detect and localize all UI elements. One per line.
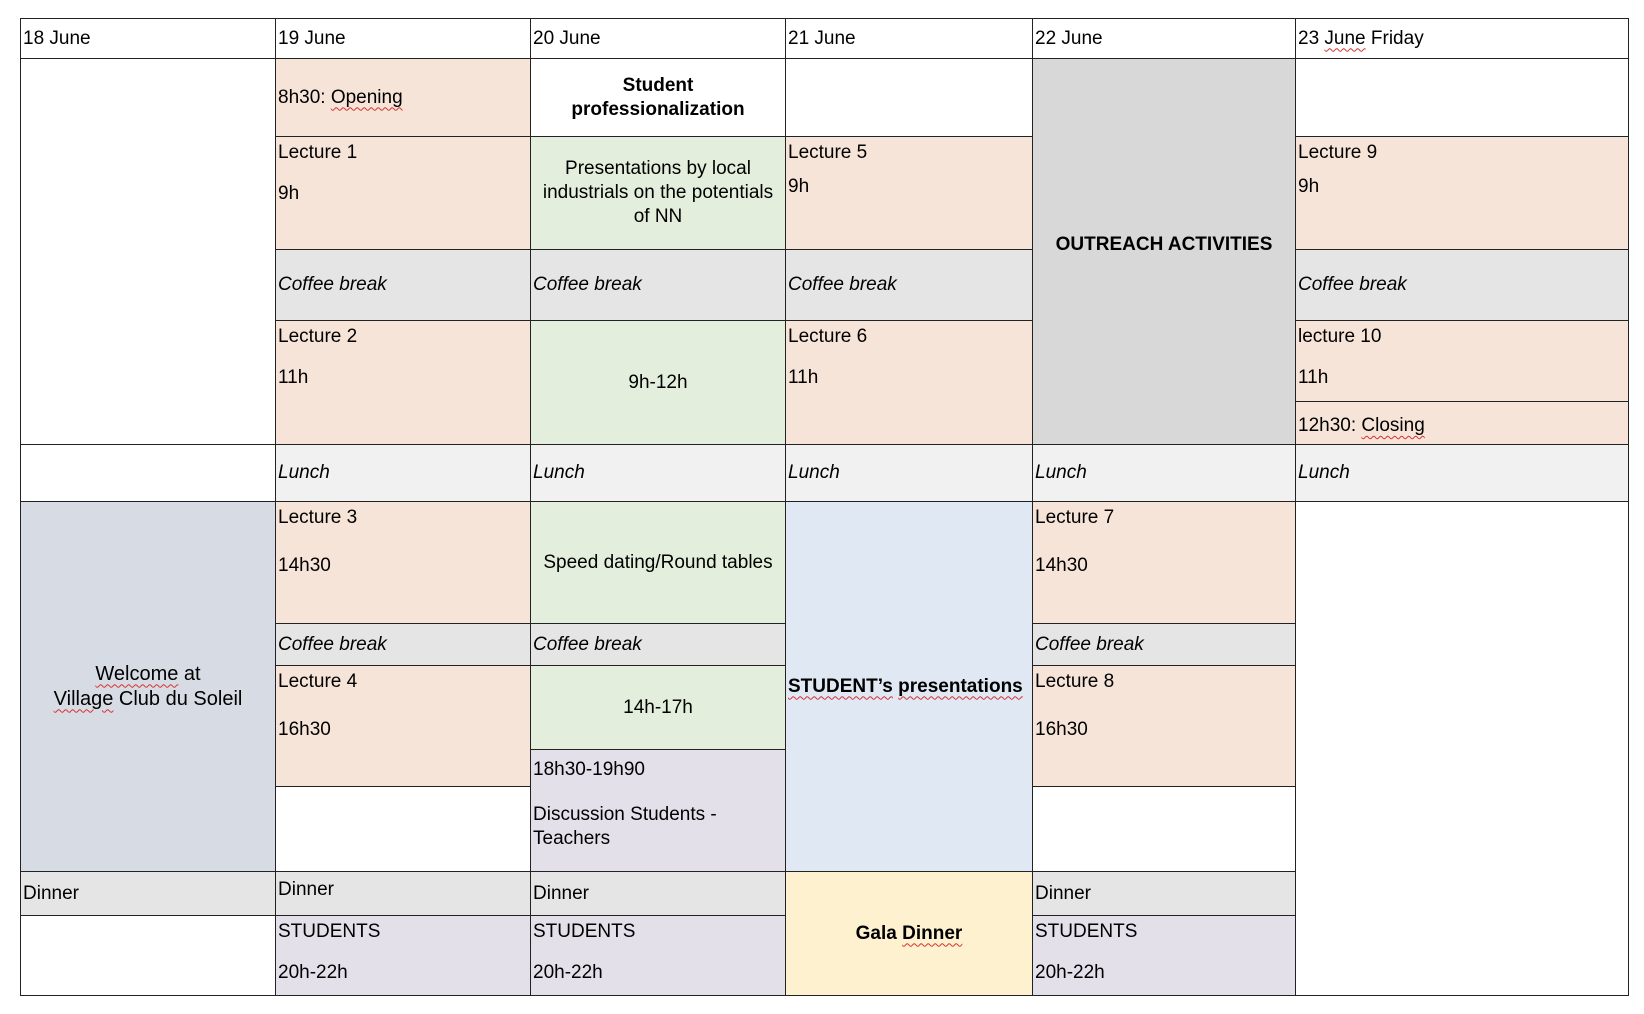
header-18-june (20, 18, 276, 59)
welcome-village: Village (53, 687, 114, 710)
dinner-label: Dinner (1035, 882, 1091, 904)
lunch-23 (1295, 444, 1629, 502)
gala-label (856, 922, 963, 946)
lecture-9 (1295, 136, 1629, 250)
empty-slot (1295, 501, 1629, 996)
empty-slot (20, 444, 276, 502)
students-label: STUDENTS (1035, 921, 1138, 942)
coffee-label: Coffee break (1298, 274, 1407, 296)
lecture-time: 16h30 (1035, 718, 1088, 740)
coffee-label: Coffee break (533, 633, 642, 655)
lecture-10 (1295, 320, 1629, 402)
lecture-time: 11h (278, 366, 309, 388)
lunch-label: Lunch (533, 462, 585, 484)
header-19-june (275, 18, 531, 59)
welcome-cell (20, 501, 276, 872)
closing-time: 12h30: (1298, 415, 1362, 437)
morning-session-20 (530, 320, 786, 445)
industrial-presentations (530, 136, 786, 250)
presentations-word: STUDENT’s (788, 675, 893, 697)
lecture-4 (275, 665, 531, 787)
lecture-time: 11h (788, 366, 819, 388)
lecture-time: 9h (788, 175, 810, 197)
header-21-june (785, 18, 1033, 59)
dinner-22 (1032, 871, 1296, 916)
opening-19 (275, 58, 531, 137)
header-label: 20 June (533, 27, 601, 49)
lecture-time: 9h (278, 182, 300, 204)
students-22 (1032, 915, 1296, 996)
coffee-label: Coffee break (1035, 633, 1144, 655)
lecture-5 (785, 136, 1033, 250)
coffee-break-23 (1295, 249, 1629, 321)
empty-slot (275, 786, 531, 872)
lunch-label: Lunch (1035, 462, 1087, 484)
speed-dating (530, 501, 786, 624)
welcome-rest: Club du Soleil (113, 687, 243, 710)
lecture-6 (785, 320, 1033, 445)
lecture-time: 9h (1298, 175, 1320, 197)
lunch-label: Lunch (1298, 462, 1350, 484)
presentations-rest: presentations (898, 675, 1023, 697)
empty-slot (1295, 58, 1629, 137)
empty-slot (20, 58, 276, 445)
welcome-text (54, 662, 243, 712)
speed-dating-text: Speed dating/Round tables (543, 551, 773, 573)
dinner-label: Dinner (23, 882, 79, 904)
outreach-label: OUTREACH ACTIVITIES (1055, 233, 1273, 255)
header-weekday: Friday (1370, 27, 1424, 49)
session-time: 9h-12h (628, 371, 688, 393)
header-label: 19 June (278, 27, 346, 49)
lecture-title: lecture 10 (1298, 326, 1382, 347)
presentations-label (788, 675, 1023, 699)
lecture-title: Lecture 2 (278, 326, 358, 347)
header-20-june (530, 18, 786, 59)
student-presentations (785, 501, 1033, 872)
discussion-text: Discussion Students - Teachers (533, 803, 717, 849)
lecture-title: Lecture 8 (1035, 671, 1115, 692)
gala-rest: Dinner (902, 922, 963, 944)
welcome-at: at (178, 662, 201, 685)
lunch-20 (530, 444, 786, 502)
welcome-word: Welcome (95, 662, 179, 685)
students-time: 20h-22h (1035, 961, 1105, 983)
coffee-break-21 (785, 249, 1033, 321)
closing-23 (1295, 401, 1629, 445)
dinner-label: Dinner (278, 879, 334, 900)
coffee-break-20-pm (530, 623, 786, 666)
lecture-time: 16h30 (278, 718, 331, 740)
header-day-number: 23 (1298, 27, 1320, 49)
coffee-break-19-pm (275, 623, 531, 666)
header-label: 18 June (23, 27, 91, 49)
lecture-8 (1032, 665, 1296, 787)
students-19 (275, 915, 531, 996)
dinner-label: Dinner (533, 882, 589, 904)
gala-dinner (785, 871, 1033, 996)
students-label: STUDENTS (278, 921, 381, 942)
lunch-21 (785, 444, 1033, 502)
lecture-title: Lecture 3 (278, 507, 358, 528)
coffee-break-19-am (275, 249, 531, 321)
header-22-june (1032, 18, 1296, 59)
header-month: June (1324, 27, 1366, 49)
empty-slot (1032, 786, 1296, 872)
students-label: STUDENTS (533, 921, 636, 942)
opening-word: Opening (330, 86, 403, 108)
lecture-title: Lecture 6 (788, 326, 868, 347)
students-time: 20h-22h (533, 961, 603, 983)
lecture-title: Lecture 1 (278, 142, 358, 163)
dinner-18 (20, 871, 276, 916)
prof-title: Student professionalization (571, 74, 745, 120)
presentations-text: Presentations by local industrials on the potentials of NN (542, 158, 774, 227)
coffee-label: Coffee break (278, 274, 387, 296)
lecture-1 (275, 136, 531, 250)
lunch-label: Lunch (278, 462, 330, 484)
coffee-break-22 (1032, 623, 1296, 666)
header-23-june (1295, 18, 1629, 59)
outreach-activities (1032, 58, 1296, 445)
coffee-label: Coffee break (533, 274, 642, 296)
schedule-table (20, 18, 1629, 996)
lecture-title: Lecture 9 (1298, 142, 1378, 163)
students-20 (530, 915, 786, 996)
header-label: 21 June (788, 27, 856, 49)
coffee-label: Coffee break (788, 274, 897, 296)
dinner-20 (530, 871, 786, 916)
empty-slot (20, 915, 276, 996)
discussion-time: 18h30-19h90 (533, 759, 645, 780)
lunch-22 (1032, 444, 1296, 502)
lunch-19 (275, 444, 531, 502)
header-label: 22 June (1035, 27, 1103, 49)
empty-slot (785, 58, 1033, 137)
lecture-7 (1032, 501, 1296, 624)
lecture-3 (275, 501, 531, 624)
lecture-time: 14h30 (278, 554, 331, 576)
lecture-2 (275, 320, 531, 445)
lecture-title: Lecture 4 (278, 671, 358, 692)
lecture-time: 14h30 (1035, 554, 1088, 576)
lecture-title: Lecture 5 (788, 142, 868, 163)
student-professionalization (530, 58, 786, 137)
discussion-students-teachers (530, 749, 786, 872)
afternoon-session-20 (530, 665, 786, 750)
header-date (1298, 27, 1424, 51)
opening-text (278, 86, 403, 110)
dinner-19 (275, 871, 531, 916)
gala-word: Gala (855, 922, 897, 944)
lunch-label: Lunch (788, 462, 840, 484)
students-time: 20h-22h (278, 961, 348, 983)
opening-time: 8h30: (278, 86, 331, 108)
coffee-label: Coffee break (278, 633, 387, 655)
closing-text (1298, 414, 1425, 438)
lecture-title: Lecture 7 (1035, 507, 1115, 528)
coffee-break-20-am (530, 249, 786, 321)
lecture-time: 11h (1298, 366, 1329, 388)
closing-word: Closing (1361, 415, 1425, 437)
session-time: 14h-17h (623, 696, 693, 718)
